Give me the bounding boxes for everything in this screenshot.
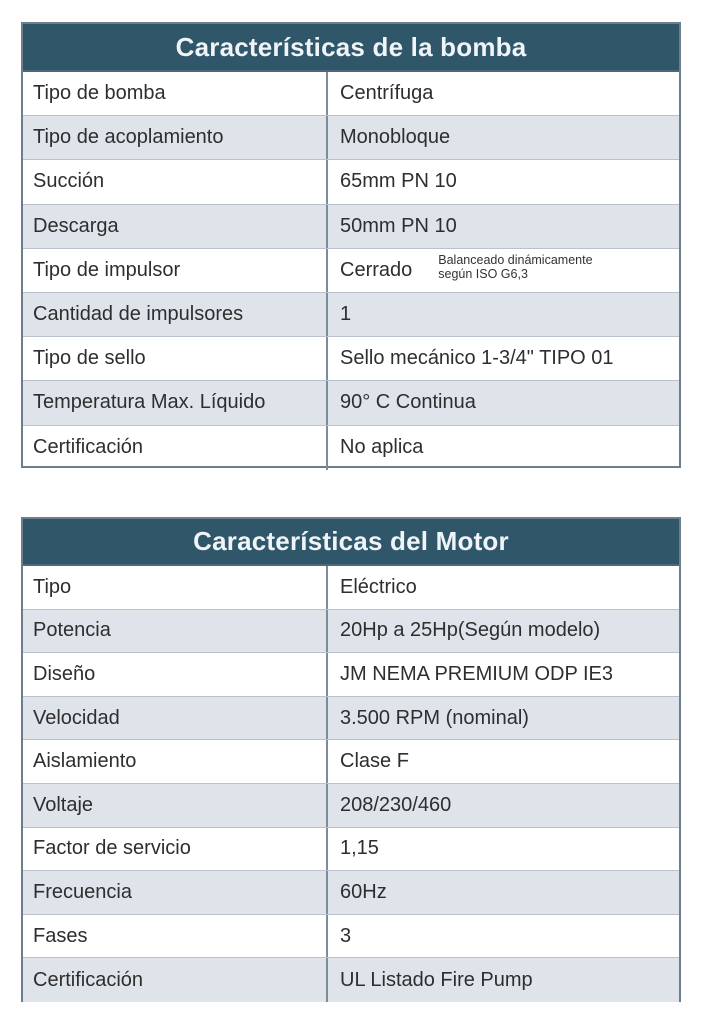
row-label: Tipo de impulsor bbox=[23, 249, 328, 292]
row-value: No aplica bbox=[340, 436, 424, 459]
table-row bbox=[23, 249, 679, 293]
row-label: Potencia bbox=[23, 610, 328, 653]
row-label: Fases bbox=[23, 915, 328, 958]
row-label: Voltaje bbox=[23, 784, 328, 827]
row-value: 50mm PN 10 bbox=[340, 214, 457, 237]
row-value: 3.500 RPM (nominal) bbox=[340, 706, 529, 729]
row-label: Temperatura Max. Líquido bbox=[23, 381, 328, 424]
table-row bbox=[23, 72, 679, 116]
row-value: Cerrado bbox=[340, 258, 413, 281]
table-row bbox=[23, 293, 679, 337]
table-row bbox=[23, 871, 679, 915]
row-value: Eléctrico bbox=[340, 575, 417, 598]
row-value: Monobloque bbox=[340, 126, 451, 149]
row-label: Tipo bbox=[23, 566, 328, 609]
row-value: Centrífuga bbox=[340, 82, 434, 105]
row-value-with-note bbox=[328, 249, 679, 292]
table-row bbox=[23, 653, 679, 697]
row-value: UL Listado Fire Pump bbox=[340, 968, 533, 991]
row-value: JM NEMA PREMIUM ODP IE3 bbox=[340, 662, 614, 685]
table-row bbox=[23, 566, 679, 610]
table-row bbox=[23, 205, 679, 249]
impeller-balance-note bbox=[438, 253, 592, 281]
table-row bbox=[23, 160, 679, 204]
table-row bbox=[23, 426, 679, 470]
pump-characteristics-table bbox=[21, 22, 681, 468]
row-value: Sello mecánico 1-3/4" TIPO 01 bbox=[340, 347, 614, 370]
table-row bbox=[23, 915, 679, 959]
row-value: 1 bbox=[340, 303, 352, 326]
table-row bbox=[23, 610, 679, 654]
row-label: Certificación bbox=[23, 426, 328, 470]
table-row bbox=[23, 697, 679, 741]
row-label: Cantidad de impulsores bbox=[23, 293, 328, 336]
row-label: Factor de servicio bbox=[23, 828, 328, 871]
row-label: Frecuencia bbox=[23, 871, 328, 914]
table-row bbox=[23, 381, 679, 425]
table-row bbox=[23, 337, 679, 381]
pump-table-title: Características de la bomba bbox=[23, 24, 679, 72]
row-value: 60Hz bbox=[340, 880, 387, 903]
row-value: 65mm PN 10 bbox=[340, 170, 457, 193]
row-label: Tipo de sello bbox=[23, 337, 328, 380]
row-value: 90° C Continua bbox=[340, 391, 476, 414]
row-label: Succión bbox=[23, 160, 328, 203]
table-row bbox=[23, 740, 679, 784]
note-line-2: según ISO G6,3 bbox=[438, 267, 528, 282]
row-label: Descarga bbox=[23, 205, 328, 248]
row-value: Clase F bbox=[340, 750, 409, 773]
motor-table-title: Características del Motor bbox=[23, 519, 679, 566]
row-label: Diseño bbox=[23, 653, 328, 696]
motor-characteristics-table bbox=[21, 517, 681, 1002]
note-line-1: Balanceado dinámicamente bbox=[438, 253, 593, 268]
row-label: Velocidad bbox=[23, 697, 328, 740]
row-value: 1,15 bbox=[340, 837, 379, 860]
table-row bbox=[23, 958, 679, 1002]
row-value: 20Hp a 25Hp(Según modelo) bbox=[340, 619, 601, 642]
table-row bbox=[23, 784, 679, 828]
row-value: 3 bbox=[340, 924, 352, 947]
row-label: Certificación bbox=[23, 958, 328, 1002]
row-label: Tipo de bomba bbox=[23, 72, 328, 115]
row-label: Tipo de acoplamiento bbox=[23, 116, 328, 159]
table-row bbox=[23, 828, 679, 872]
table-row bbox=[23, 116, 679, 160]
row-value: 208/230/460 bbox=[340, 793, 452, 816]
row-label: Aislamiento bbox=[23, 740, 328, 783]
